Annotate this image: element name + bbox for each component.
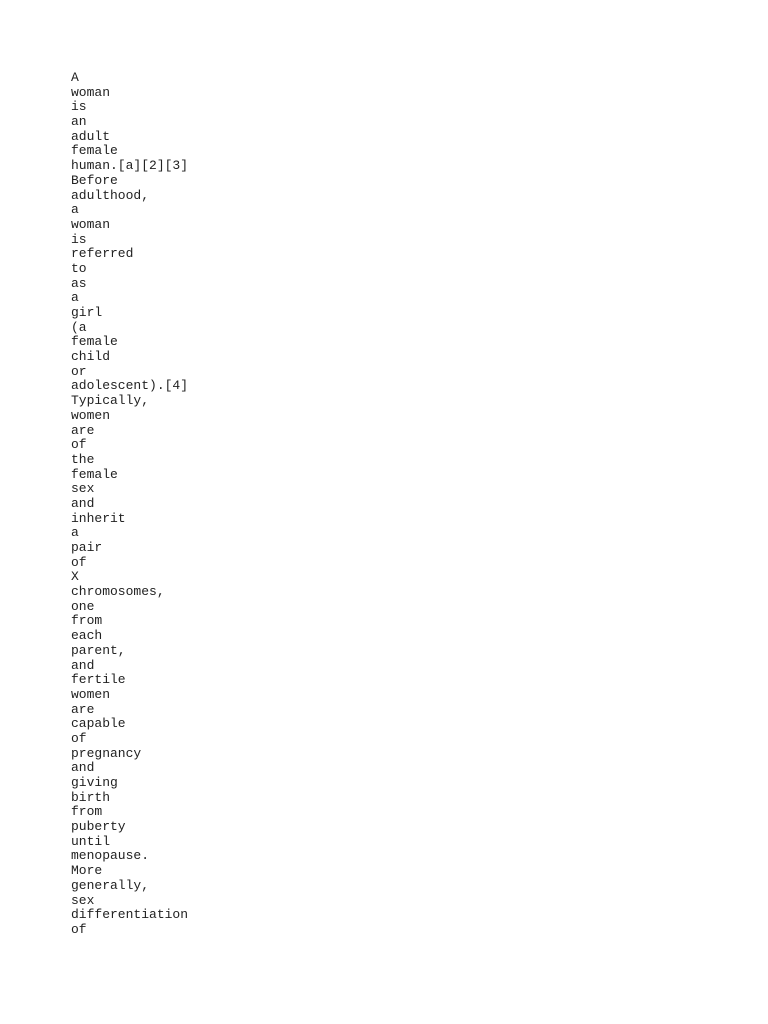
text-word: to — [71, 260, 87, 276]
text-word: Typically, — [71, 393, 150, 409]
text-word: adulthood, — [71, 187, 150, 203]
text-word: generally, — [71, 877, 150, 893]
text-word: from — [71, 613, 103, 629]
text-word: a — [71, 202, 79, 218]
text-word: sex — [71, 481, 95, 497]
text-word: child — [71, 349, 111, 365]
text-word: birth — [71, 789, 111, 805]
text-word: A — [71, 70, 79, 85]
text-word: a — [71, 525, 79, 541]
text-word: capable — [71, 716, 126, 732]
text-word: and — [71, 657, 95, 673]
text-word: until — [71, 833, 111, 849]
text-word: Before — [71, 172, 118, 188]
text-word: woman — [71, 216, 111, 232]
text-word: sex — [71, 892, 95, 908]
text-word: female — [71, 143, 118, 159]
text-word: inherit — [71, 510, 126, 526]
text-word: girl — [71, 305, 103, 320]
text-word: pair — [71, 540, 103, 555]
text-word: of — [71, 730, 87, 746]
text-word: X — [71, 569, 79, 585]
text-word: or — [71, 363, 87, 379]
text-word: fertile — [71, 672, 126, 688]
text-word: and — [71, 495, 95, 511]
text-word: are — [71, 701, 95, 717]
text-word: giving — [71, 775, 118, 790]
text-word: is — [71, 231, 87, 247]
text-word: and — [71, 760, 95, 776]
text-word: an — [71, 114, 87, 130]
article-text — [71, 71, 271, 938]
text-word: woman — [71, 84, 111, 100]
text-word: from — [71, 804, 103, 820]
text-word: chromosomes, — [71, 584, 165, 600]
text-word: each — [71, 628, 103, 644]
text-word: puberty — [71, 819, 126, 835]
text-word: the — [71, 451, 95, 467]
text-word: (a — [71, 319, 87, 335]
text-word: of — [71, 921, 87, 937]
text-word: differentiation — [71, 907, 189, 923]
text-word: adult — [71, 128, 111, 144]
text-word: of — [71, 554, 87, 570]
text-word: menopause. — [71, 848, 150, 864]
text-word: pregnancy — [71, 745, 142, 761]
text-word: adolescent).[4] — [71, 378, 189, 394]
text-word: is — [71, 99, 87, 115]
text-word: female — [71, 466, 118, 482]
text-word: women — [71, 686, 111, 702]
text-word: as — [71, 275, 87, 291]
text-word: referred — [71, 246, 134, 262]
text-word: female — [71, 334, 118, 350]
text-word: of — [71, 437, 87, 453]
text-word: women — [71, 407, 111, 423]
text-word: one — [71, 598, 95, 614]
text-word: More — [71, 863, 103, 879]
text-word: human.[a][2][3] — [71, 158, 189, 174]
text-word: are — [71, 422, 95, 438]
text-word: parent, — [71, 642, 126, 658]
text-word: a — [71, 290, 79, 306]
